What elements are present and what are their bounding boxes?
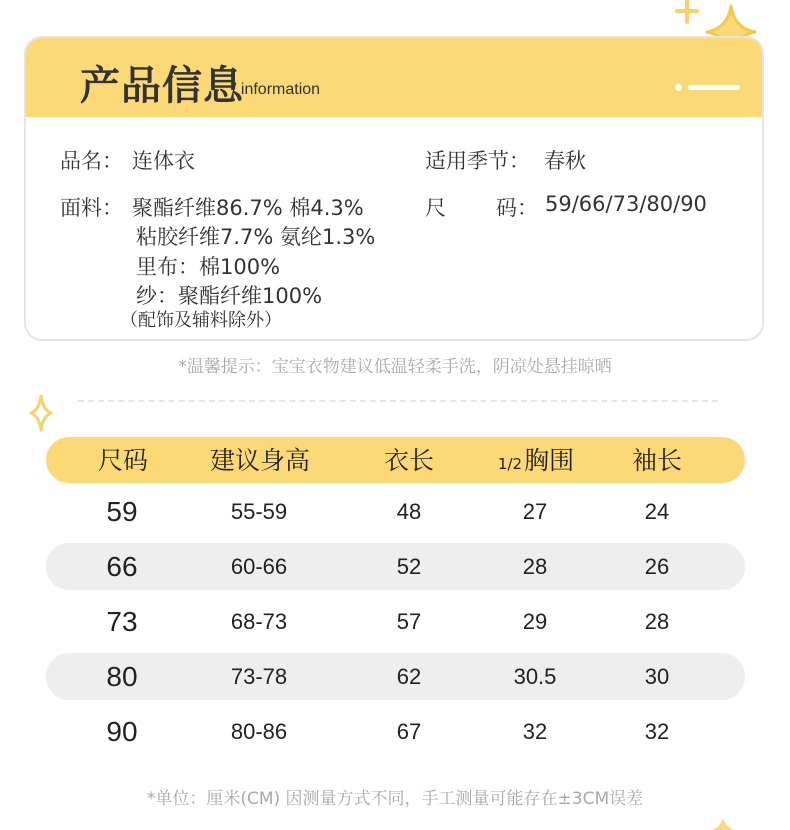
- dashed-divider: [78, 400, 718, 402]
- table-cell-chest: 30.5: [513, 664, 557, 689]
- header-size: 尺码: [97, 446, 148, 475]
- table-cell-height: 68-73: [230, 609, 288, 634]
- header-length: 衣长: [383, 446, 434, 475]
- table-cell-length: 52: [396, 554, 422, 579]
- table-cell-chest: 29: [522, 609, 548, 634]
- table-cell-sleeve: 32: [644, 719, 670, 744]
- table-cell-sleeve: 28: [644, 609, 670, 634]
- table-cell-size: 80: [106, 661, 138, 692]
- care-tip: *温馨提示：宝宝衣物建议低温轻柔手洗，阴凉处悬挂晾晒: [178, 357, 612, 377]
- plus-sparkle-icon: [672, 0, 702, 26]
- table-cell-length: 48: [396, 499, 422, 524]
- page-subtitle: / information: [232, 81, 321, 98]
- table-cell-size: 90: [106, 716, 138, 747]
- header-chest-label: 胸围: [524, 446, 575, 475]
- diamond-outline-icon: [29, 394, 53, 432]
- card-header: [26, 38, 762, 117]
- table-cell-length: 62: [396, 664, 422, 689]
- header-height: 建议身高: [209, 446, 310, 475]
- size-value: 59/66/73/80/90: [545, 192, 707, 216]
- header-line-decoration: [688, 85, 740, 90]
- table-cell-height: 55-59: [230, 499, 288, 524]
- table-cell-size: 59: [106, 496, 138, 527]
- page-title: 产品信息: [80, 63, 244, 109]
- table-cell-chest: 28: [522, 554, 548, 579]
- table-cell-chest: 27: [522, 499, 548, 524]
- fabric-label: 面料：: [60, 196, 123, 220]
- product-info-card: [24, 36, 764, 341]
- excluded-note: （配饰及辅料除外）: [120, 310, 282, 331]
- table-cell-length: 57: [396, 609, 422, 634]
- name-value: 连体衣: [132, 149, 195, 173]
- table-cell-height: 73-78: [230, 664, 288, 689]
- table-cell-sleeve: 30: [644, 664, 670, 689]
- header-sleeve: 袖长: [631, 446, 682, 475]
- lining-line: 里布：棉100%: [136, 255, 281, 279]
- table-cell-size: 66: [106, 551, 138, 582]
- header-chest-prefix: 1/2: [497, 455, 523, 473]
- table-cell-sleeve: 26: [644, 554, 670, 579]
- table-cell-height: 60-66: [230, 554, 288, 579]
- size-label-char-1: 尺: [425, 196, 446, 220]
- name-label: 品名：: [60, 149, 123, 173]
- unit-note: *单位：厘米(CM) 因测量方式不同，手工测量可能存在±3CM误差: [146, 789, 644, 809]
- size-label-char-2: 码：: [496, 196, 538, 220]
- table-cell-chest: 32: [522, 719, 548, 744]
- table-cell-length: 67: [396, 719, 422, 744]
- sparkle-icon: [708, 818, 738, 830]
- season-value: 春秋: [544, 149, 586, 173]
- table-cell-height: 80-86: [230, 719, 288, 744]
- fabric-line-2: 粘胶纤维7.7% 氨纶1.3%: [136, 225, 376, 249]
- yarn-line: 纱：聚酯纤维100%: [136, 284, 323, 308]
- fabric-line-1: 聚酯纤维86.7% 棉4.3%: [132, 196, 364, 220]
- header-chest: [476, 437, 596, 485]
- table-cell-sleeve: 24: [644, 499, 670, 524]
- table-cell-size: 73: [106, 606, 138, 637]
- season-label: 适用季节：: [425, 149, 530, 173]
- header-dot-decoration: [675, 84, 682, 91]
